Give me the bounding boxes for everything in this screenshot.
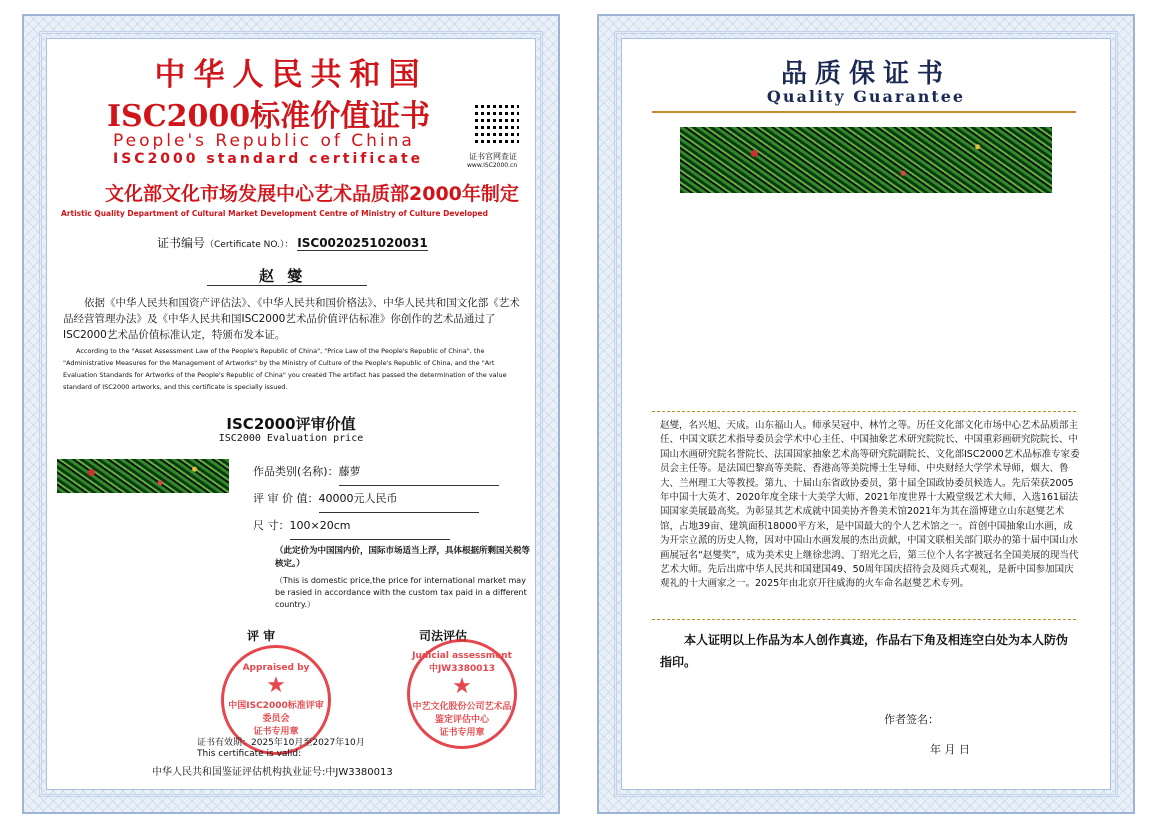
seal-bottom: 证书专用章 <box>253 727 299 737</box>
judicial-label: 司法评估 <box>419 629 468 643</box>
row-value: 100×20cm <box>290 513 450 540</box>
guarantee-title-en: Quality Guarantee <box>766 87 966 106</box>
evaluation-title-en: ISC2000 Evaluation price <box>218 433 364 444</box>
star-icon: ★ <box>266 673 286 698</box>
license-number: 中华人民共和国鉴证评估机构执业证号:中JW3380013 <box>152 767 393 778</box>
row-label: 评 审 价 值： <box>253 492 319 505</box>
quality-guarantee <box>597 14 1135 814</box>
row-size <box>253 513 499 540</box>
evaluation-title: ISC2000评审价值 <box>226 415 356 433</box>
artwork-image <box>680 127 1052 193</box>
basis-paragraph-cn: 依据《中华人民共和国资产评估法》、《中华人民共和国价格法》、中华人民共和国文化部《艺术品经营管理办法》及《中华人民共和国ISC2000艺术品价值评估标准》你创作的艺术品通过了ISC2000艺术品价值标准认定，特颁布发本证。 <box>63 297 520 341</box>
price-note-cn: （此定价为中国国内价，国际市场适当上浮，具体根据所剩国关税等核定。） <box>275 546 531 569</box>
holder-name: 赵 燮 <box>259 267 307 285</box>
seal-text: 中艺文化股份公司艺术品鉴定评估中心 <box>412 701 512 725</box>
certificate-title-en: People's Republic of China <box>113 131 415 151</box>
cert-number-row <box>157 234 428 251</box>
department-en: Artistic Quality Department of Cultural Market Development Centre of Ministry of Culture Developed <box>61 209 488 218</box>
artwork-thumbnail <box>57 459 229 493</box>
certificate-subtitle-cn: ISC2000标准价值证书 <box>107 99 431 134</box>
basis-paragraph-en: According to the "Asset Assessment Law of the People's Republic of China", "Price Law of the People's Republic of China", the "Administrative Measures for the Management of Artworks" by the Ministry of Culture of the People's Republic of China, and the "Art Evaluation Standards for Artworks of the People's Republic of China" you created The artifact has passed the determination of the value standard of ISC2000 artworks, and this certificate is specially issued. <box>63 347 507 391</box>
title-rule <box>652 111 1076 113</box>
certificate-subtitle-en: ISC2000 standard certificate <box>113 151 424 167</box>
artist-bio: 赵燮，名兴旭、天成。山东福山人。师承吴冠中、林竹之等。历任文化部文化市场中心艺术品质部主任、中国文联艺术指导委员会学术中心主任、中国抽象艺术研究院院长、中国重彩画研究院院长、中国山水画研究院名誉院长、法国国家抽象艺术高等研究院副院长、文化部ISC2000艺术品标准专家委员会主任等。是法国巴黎高等美院、香港高等美院博士生导师、中央财经大学学术导师，烟大、鲁大、兰州理工大等教授。第九、十届山东省政协委员，第十届全国政协委员候选人。先后荣获2005年中国十大英才、2020年度全球十大美学大师、2021年度世界十大殿堂级艺术大师、入选161届法国国家美展最高奖。为彰显其艺术成就中国美协齐鲁美术馆2021年为其在淄博建立山东赵燮艺术馆，占地39亩、建筑面积18000平方米，是中国最大的个人艺术馆之一。首创中国抽象山水画，成为开宗立派的历史人物，因对中国山水画发展的杰出贡献，中国文联相关部门联办的第十届中国山水画展冠名“赵燮奖”，成为美术史上继徐悲鸿、丁绍光之后，第三位个人名字被冠名全国美展的现当代艺术大师。先后出席中华人民共和国建国49、50周年国庆招待会及阅兵式观礼，是新中国参加国庆观礼的十大画家之一。2025年由北京开往威海的火车命名赵燮艺术专列。 <box>660 420 1080 590</box>
row-label: 作品类别(名称)： <box>253 465 339 478</box>
star-icon: ★ <box>452 673 472 699</box>
evaluation-rows <box>253 459 499 540</box>
certificate-title-cn: 中华人民共和国 <box>154 57 428 93</box>
row-category <box>253 459 499 486</box>
validity-en: This certificate is valid: <box>197 749 302 759</box>
validity: 证书有效期：2025年10月至2027年10月 <box>197 738 365 748</box>
author-sign-label: 作者签名： <box>884 713 939 726</box>
cert-number: ISC0020251020031 <box>297 236 428 250</box>
signature-date: 年 月 日 <box>930 743 970 756</box>
qr-code-icon[interactable] <box>475 103 519 147</box>
certificate-frame <box>46 38 536 790</box>
guarantee-title-cn: 品质保证书 <box>780 59 951 89</box>
price-note-en: （This is domestic price,the price for international market may be rasied in accordance with the custom tax paid in a different country.） <box>275 576 527 609</box>
qr-site: www.ISC2000.cn <box>467 162 518 169</box>
judicial-seal <box>407 639 517 749</box>
seal-code: 中JW3380013 <box>428 663 496 674</box>
guarantee-frame <box>621 38 1111 790</box>
row-value: 藤萝 <box>339 459 499 486</box>
row-value: 40000元人民币 <box>319 486 479 513</box>
seal-en: Appraised by <box>242 663 310 673</box>
row-price <box>253 486 499 513</box>
signature-field[interactable] <box>952 723 1052 724</box>
cert-number-label: 证书编号 <box>157 236 206 250</box>
row-label: 尺 寸： <box>253 519 290 532</box>
seal-en: Judicial assessment <box>412 650 512 661</box>
name-underline <box>207 285 367 286</box>
review-label: 评 审 <box>247 629 276 643</box>
bio-rule-bottom <box>652 619 1076 620</box>
department-cn: 文化部文化市场发展中心艺术品质部2000年制定 <box>105 183 519 205</box>
qr-caption: 证书官网查证 <box>469 152 517 161</box>
seal-bottom: 证书专用章 <box>439 727 485 738</box>
seal-text: 中国ISC2000标准评审委员会 <box>228 701 324 724</box>
bio-rule-top <box>652 411 1076 412</box>
cert-number-label-en: （Certificate NO.）： <box>205 240 294 250</box>
value-certificate <box>22 14 560 814</box>
authenticity-statement: 本人证明以上作品为本人创作真迹，作品右下角及相连空白处为本人防伪指印。 <box>660 633 1069 669</box>
